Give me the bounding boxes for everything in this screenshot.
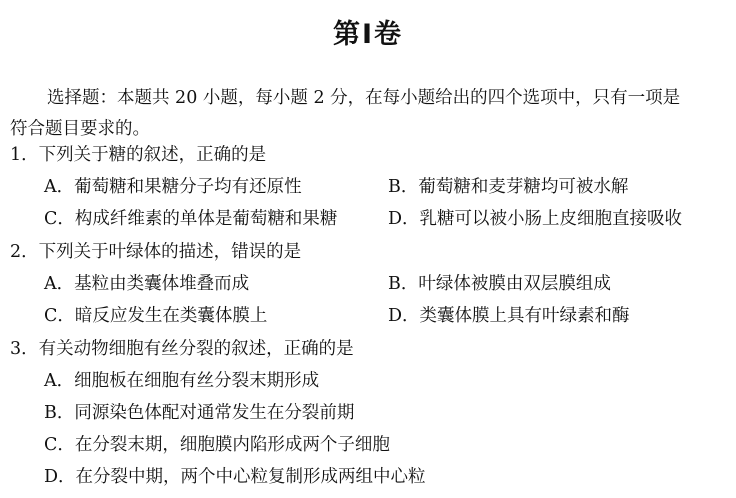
question-2-option-c: C．暗反应发生在类囊体膜上 [44, 306, 268, 326]
question-1-option-d: D．乳糖可以被小肠上皮细胞直接吸收 [388, 209, 683, 229]
question-2-option-d: D．类囊体膜上具有叶绿素和酶 [388, 306, 630, 326]
question-3-option-d: D．在分裂中期，两个中心粒复制形成两组中心粒 [44, 467, 426, 487]
question-3-option-b: B．同源染色体配对通常发生在分裂前期 [44, 403, 355, 423]
question-1-option-b: B．葡萄糖和麦芽糖均可被水解 [388, 177, 629, 197]
question-2-stem: 2．下列关于叶绿体的描述，错误的是 [10, 242, 302, 262]
question-1-stem: 1．下列关于糖的叙述，正确的是 [10, 145, 267, 165]
question-2-option-a: A．基粒由类囊体堆叠而成 [44, 274, 250, 294]
question-3-stem: 3．有关动物细胞有丝分裂的叙述，正确的是 [10, 339, 354, 359]
question-3-option-c: C．在分裂末期，细胞膜内陷形成两个子细胞 [44, 435, 390, 455]
question-3-option-a: A．细胞板在细胞有丝分裂末期形成 [44, 371, 320, 391]
question-2-option-b: B．叶绿体被膜由双层膜组成 [388, 274, 611, 294]
question-1-option-a: A．葡萄糖和果糖分子均有还原性 [44, 177, 302, 197]
question-1-option-c: C．构成纤维素的单体是葡萄糖和果糖 [44, 209, 338, 229]
instructions-line-2: 符合题目要求的。 [10, 119, 150, 139]
instructions-line-1: 选择题：本题共 20 小题，每小题 2 分，在每小题给出的四个选项中，只有一项是 [47, 88, 681, 108]
page-title: 第Ⅰ卷 [332, 19, 404, 50]
